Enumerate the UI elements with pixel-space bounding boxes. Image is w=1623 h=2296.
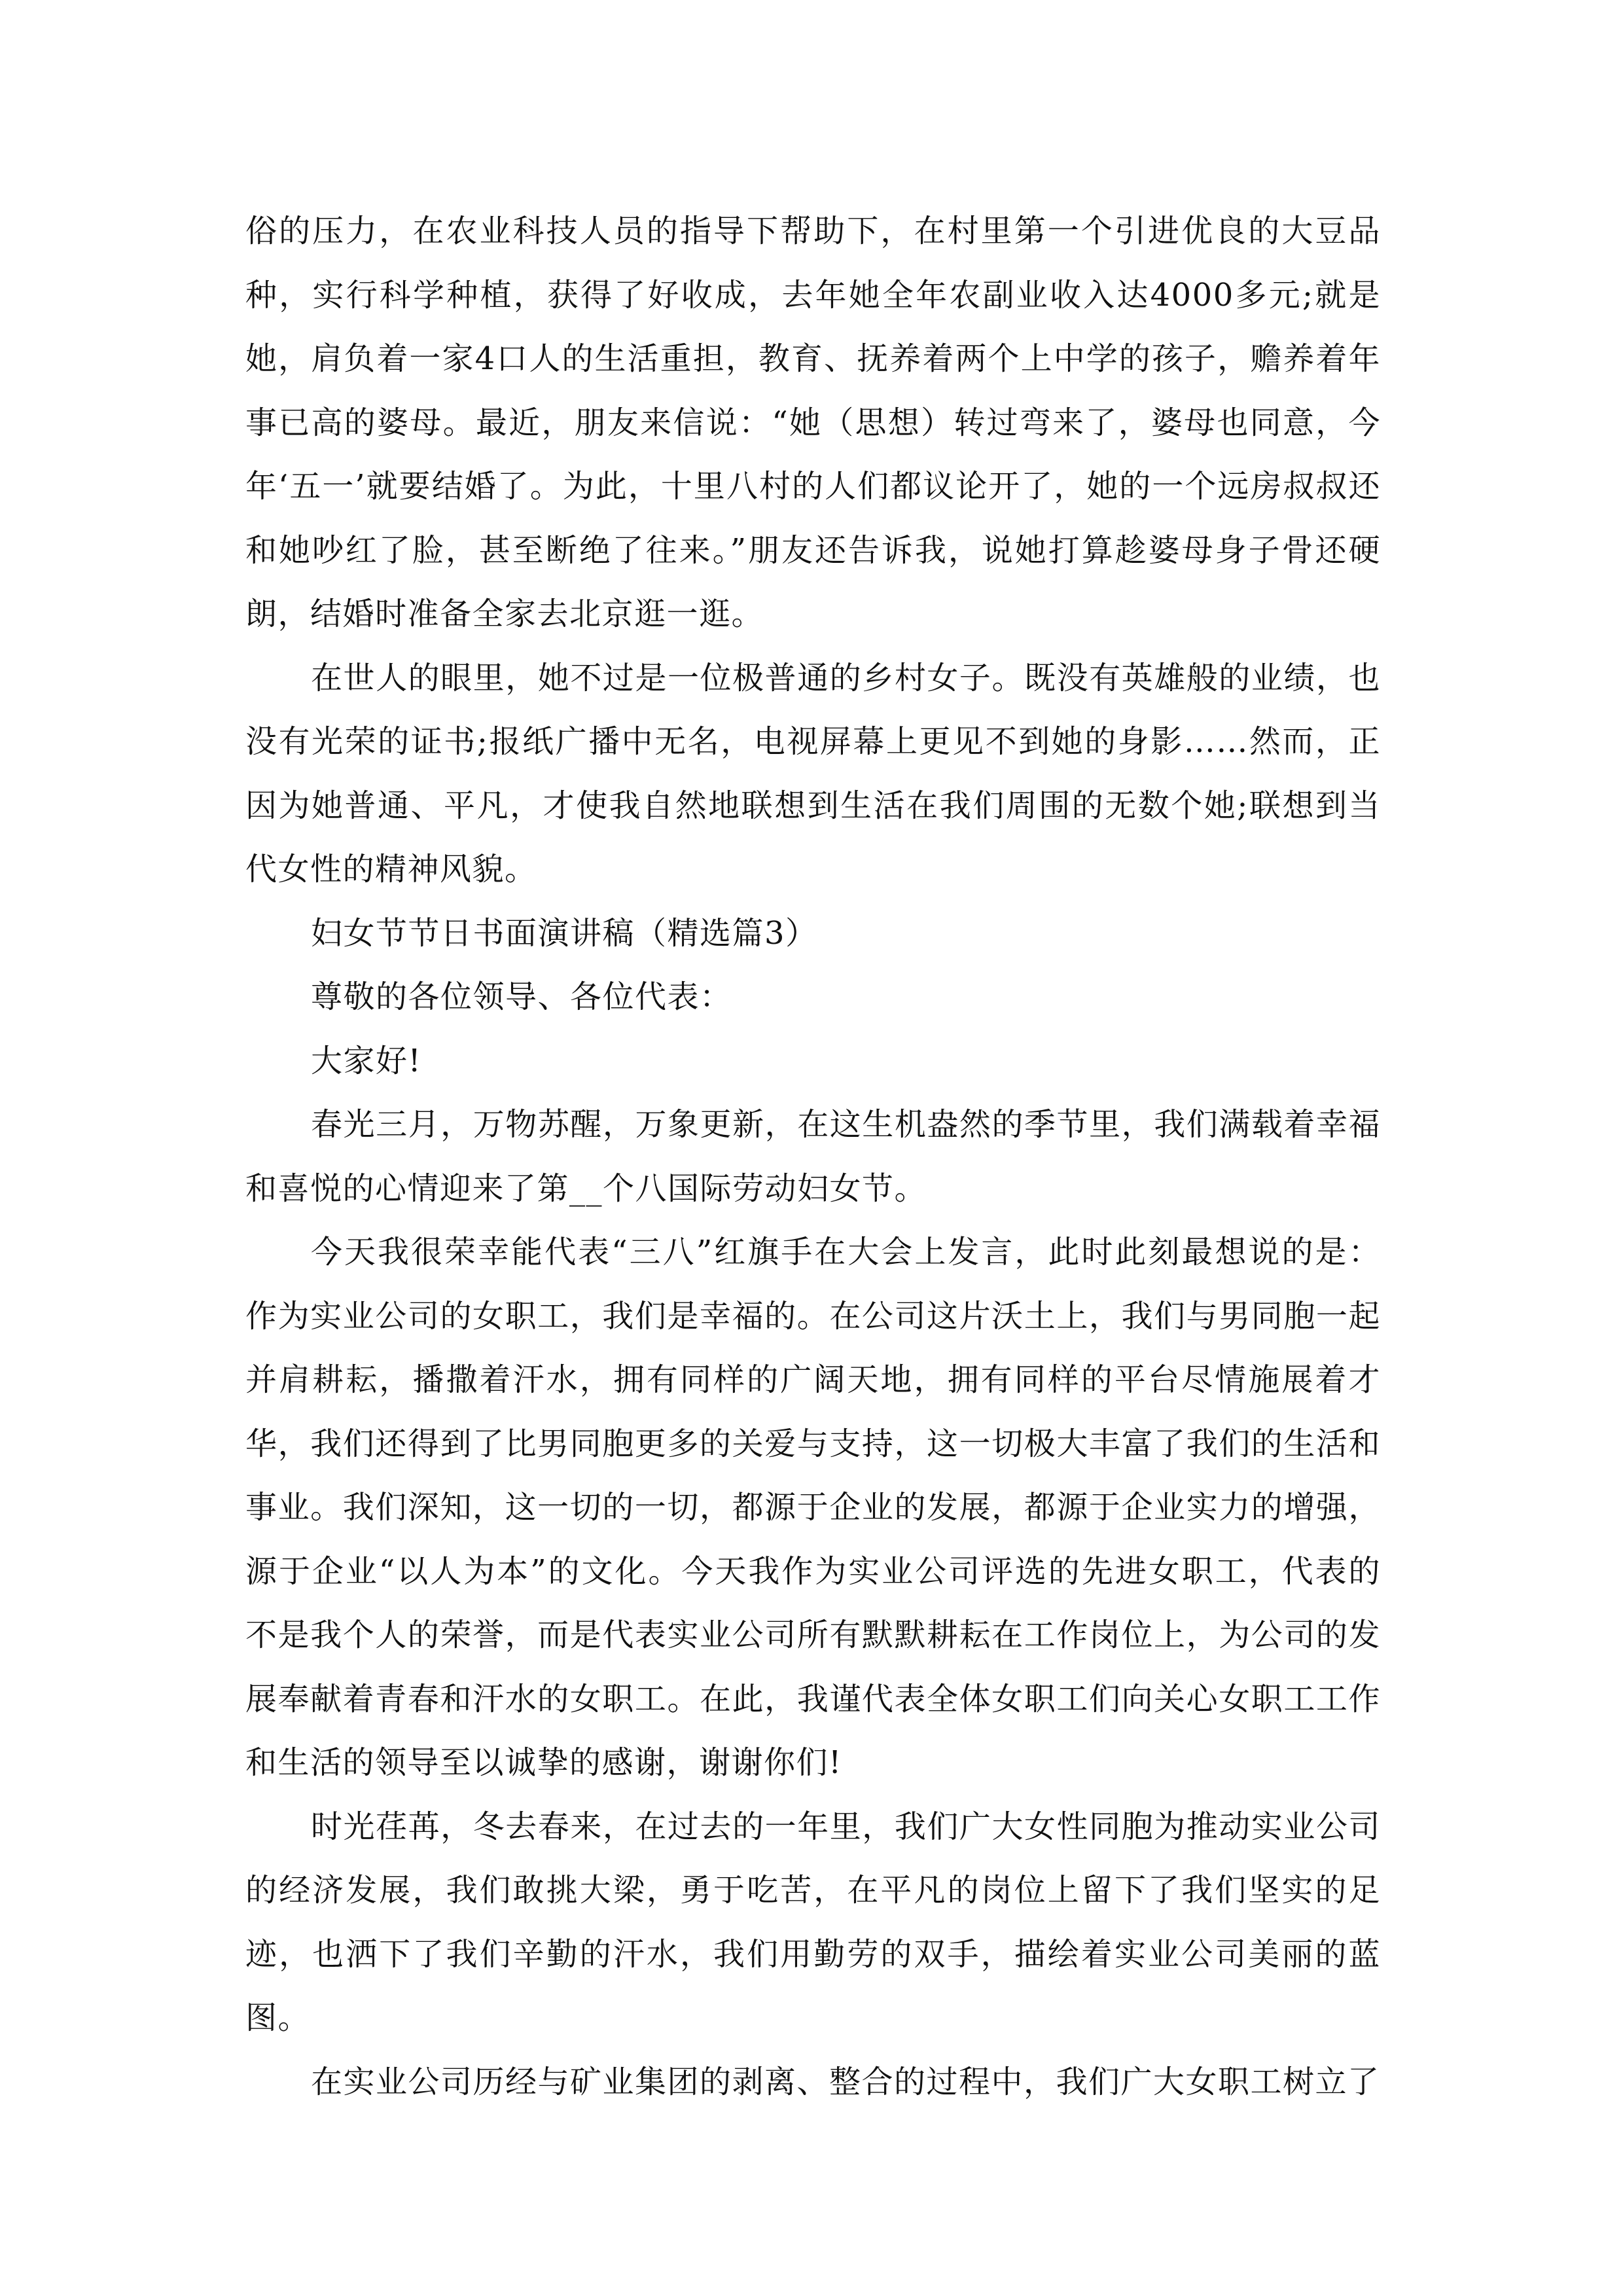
paragraph: 今天我很荣幸能代表“三八”红旗手在大会上发言，此时此刻最想说的是：作为实业公司的女职工，我们是幸福的。在公司这片沃土上，我们与男同胞一起并肩耕耘，播撒着汗水，拥有同样的广阔天地，拥有同样的平台尽情施展着才华，我们还得到了比男同胞更多的关爱与支持，这一切极大丰富了我们的生活和事业。我们深知，这一切的一切，都源于企业的发展，都源于企业实力的增强，源于企业“以人为本”的文化。今天我作为实业公司评选的先进女职工，代表的不是我个人的荣誉，而是代表实业公司所有默默耕耘在工作岗位上，为公司的发展奉献着青春和汗水的女职工。在此，我谨代表全体女职工们向关心女职工工作和生活的领导至以诚挚的感谢，谢谢你们! xyxy=(245,1234,1381,1781)
paragraph: 时光荏苒，冬去春来，在过去的一年里，我们广大女性同胞为推动实业公司的经济发展，我们敢挑大梁，勇于吃苦，在平凡的岗位上留下了我们坚实的足迹，也洒下了我们辛勤的汗水，我们用勤劳的双手，描绘着实业公司美丽的蓝图。 xyxy=(245,1808,1381,2036)
section-heading: 妇女节节日书面演讲稿（精选篇3） xyxy=(311,914,818,952)
paragraph-continuation: 俗的压力，在农业科技人员的指导下帮助下，在村里第一个引进优良的大豆品种，实行科学种植，获得了好收成，去年她全年农副业收入达4000多元;就是她，肩负着一家4口人的生活重担，教育、抚养着两个上中学的孩子，赡养着年事已高的婆母。最近，朋友来信说：“她（思想）转过弯来了，婆母也同意，今年‘五一’就要结婚了。为此，十里八村的人们都议论开了，她的一个远房叔叔还和她吵红了脸，甚至断绝了往来。”朋友还告诉我，说她打算趁婆母身子骨还硬朗，结婚时准备全家去北京逛一逛。 xyxy=(245,213,1381,632)
paragraph: 在世人的眼里，她不过是一位极普通的乡村女子。既没有英雄般的业绩，也没有光荣的证书;报纸广播中无名，电视屏幕上更见不到她的身影……然而，正因为她普通、平凡，才使我自然地联想到生活在我们周围的无数个她;联想到当代女性的精神风貌。 xyxy=(245,659,1381,888)
paragraph: 春光三月，万物苏醒，万象更新，在这生机盎然的季节里，我们满载着幸福和喜悦的心情迎来了第__个八国际劳动妇女节。 xyxy=(245,1106,1381,1207)
greeting: 大家好! xyxy=(311,1042,422,1079)
salutation: 尊敬的各位领导、各位代表： xyxy=(311,978,732,1015)
paragraph: 在实业公司历经与矿业集团的剥离、整合的过程中，我们广大女职工树立了 xyxy=(311,2063,1380,2100)
document-body xyxy=(245,200,1381,2114)
